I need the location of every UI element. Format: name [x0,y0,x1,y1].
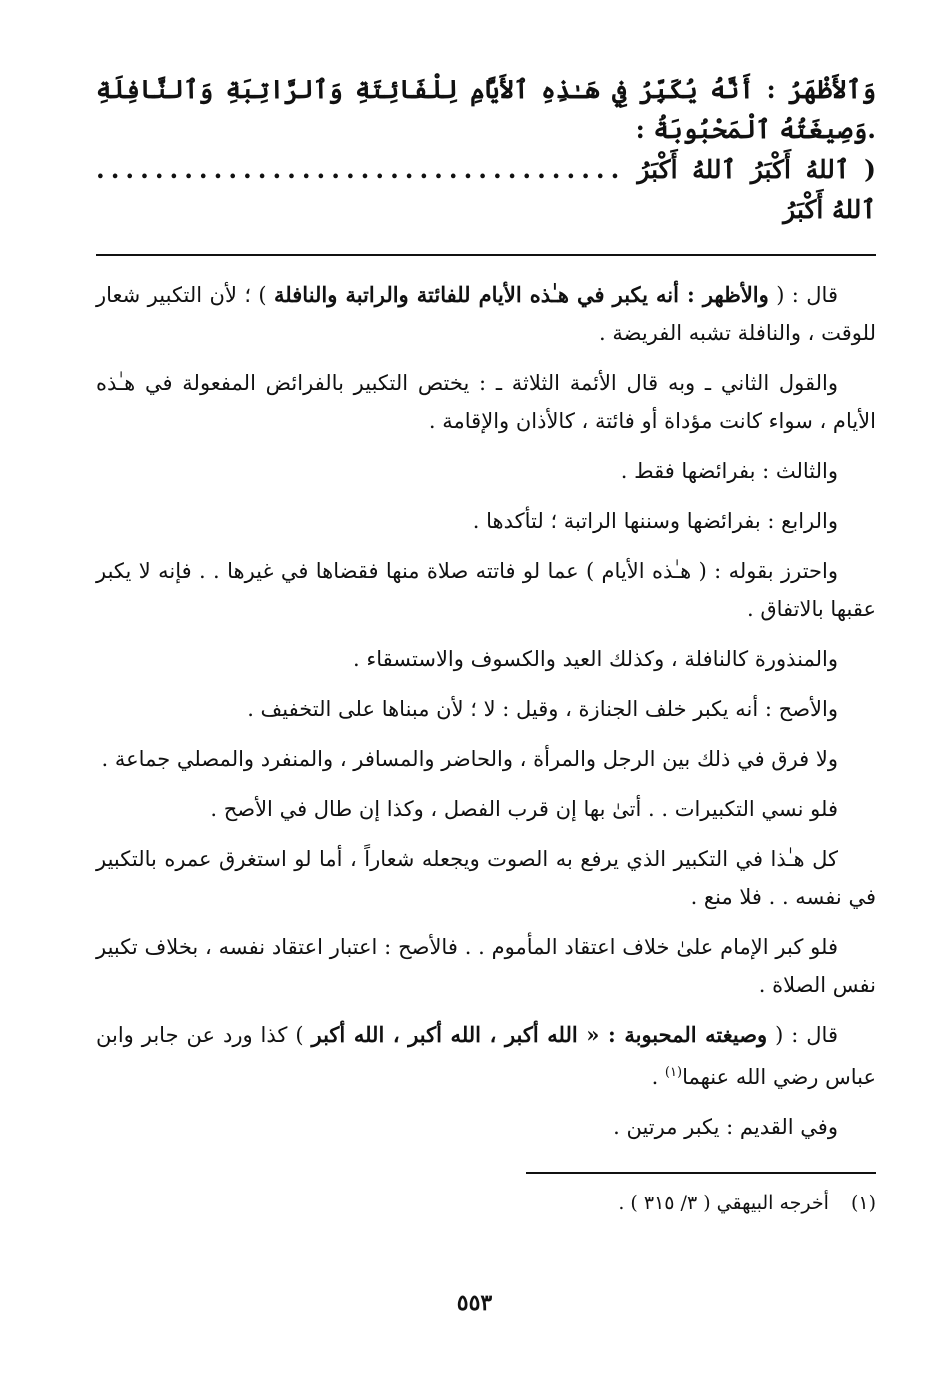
commentary-paragraph: والمنذورة كالنافلة ، وكذلك العيد والكسوف والاستسقاء . [353,647,838,671]
commentary-paragraph: والرابع : بفرائضها وسننها الراتبة ؛ لتأكدها . [472,509,838,533]
commentary-paragraph: قال : ( والأظهر : أنه يكبر في هـٰذه الأيام للفائتة والراتبة والنافلة ) ؛ لأن التكبير شعار للوقت ، والنافلة تشبه الفريضة . [96,282,876,345]
footnote-text: أخرجه البيهقي ( ٣/ ٣١٥ ) . [618,1192,829,1214]
commentary-paragraph: فلو نسي التكبيرات . . أتىٰ بها إن قرب الفصل ، وكذا إن طال في الأصح . [210,797,838,821]
commentary [96,276,876,1146]
commentary-paragraph: والأصح : أنه يكبر خلف الجنازة ، وقيل : لا ؛ لأن مبناها على التخفيف . [247,697,838,721]
commentary-paragraph: وفي القديم : يكبر مرتين . [613,1115,838,1139]
matn-divider [96,254,876,256]
footnote-ref[interactable]: (١) [664,1065,683,1080]
page-body [96,70,876,1218]
matn-takbir: ( ٱللهُ أَكْبَرُ ٱللهُ أَكْبَرُ ٱللهُ أَكْبَرُ [637,155,876,224]
commentary-paragraph: فلو كبر الإمام علىٰ خلاف اعتقاد المأموم . . فالأصح : اعتبار اعتقاد نفسه ، بخلاف تكبير نفس الصلاة . [96,935,876,997]
matn-line-1: وَٱلأَظْهَرُ : أَنَّهُ يُكَبِّرُ فِي هَـٰذِهِ ٱلأَيَّامِ لِلْفَائِتَةِ وَٱلرَّاتِبَةِ وَٱلنَّافِلَةِ .وَصِيغَتُهُ ٱلْمَحْبُوبَةُ : [96,75,876,144]
footnote [96,1188,876,1218]
footnote-number: (١) [850,1192,876,1214]
footnote-divider [526,1172,876,1174]
commentary-paragraph: قال : ( وصيغته المحبوبة : « الله أكبر ، الله أكبر ، الله أكبر ) كذا ورد عن جابر وابن عباس رضي الله عنهما$^{(١)}$ . [96,1022,876,1089]
matn-ellipsis: .................................... [96,155,626,184]
commentary-paragraph: والثالث : بفرائضها فقط . [620,459,838,483]
matn-line-2 [96,150,876,230]
commentary-paragraph: ولا فرق في ذلك بين الرجل والمرأة ، والحاضر والمسافر ، والمنفرد والمصلي جماعة . [101,747,838,771]
commentary-paragraph: واحترز بقوله : ( هـٰذه الأيام ) عما لو فاتته صلاة منها فقضاها في غيرها . . فإنه لا يكبر عقبها بالاتفاق . [96,559,876,621]
commentary-paragraph: والقول الثاني ـ وبه قال الأئمة الثلاثة ـ : يختص التكبير بالفرائض المفعولة في هـٰذه الأيام ، سواء كانت مؤداة أو فائتة ، كالأذان والإقامة . [96,371,876,433]
page-number: ٥٥٣ [456,1290,493,1316]
commentary-paragraph: كل هـٰذا في التكبير الذي يرفع به الصوت ويجعله شعاراً ، أما لو استغرق عمره بالتكبير في نفسه . . فلا منع . [96,847,876,909]
